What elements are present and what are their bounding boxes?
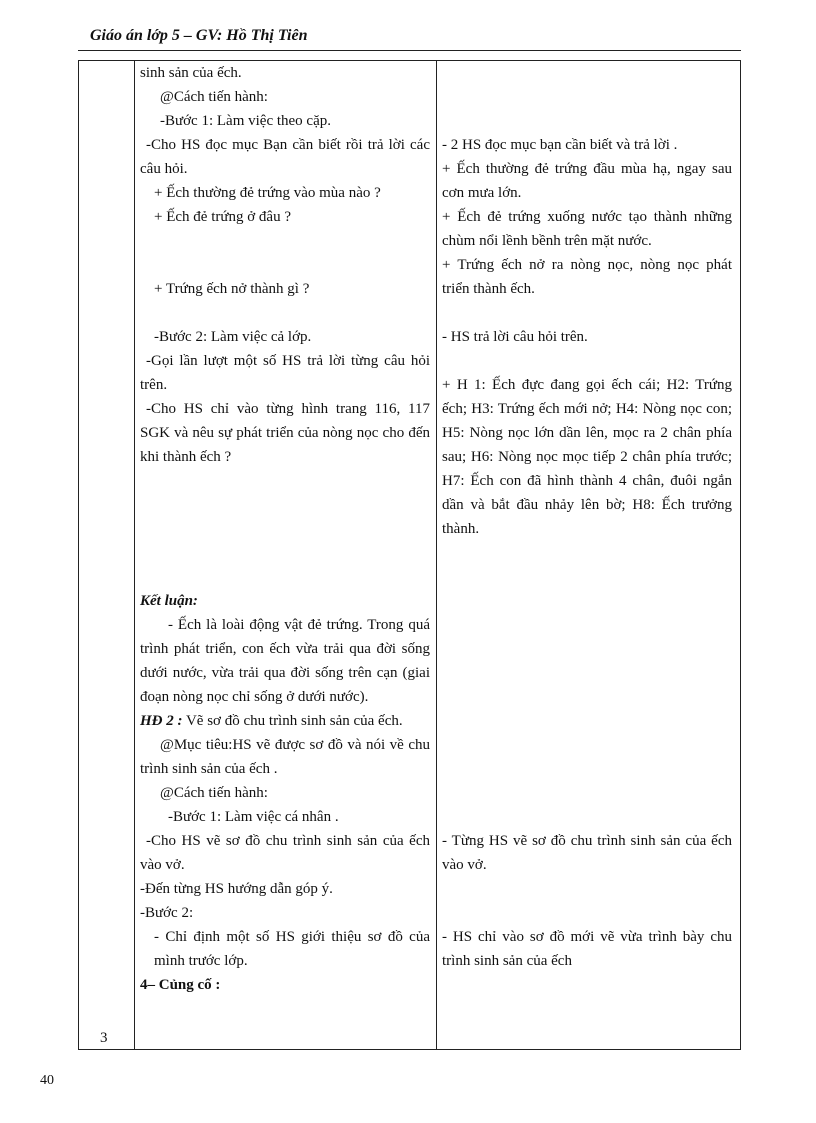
hd2-label: HĐ 2 : xyxy=(140,713,183,729)
teacher-question: + Trứng ếch nở thành gì ? xyxy=(154,281,310,297)
teacher-line: @Cách tiến hành: xyxy=(160,785,268,801)
teacher-activities-column xyxy=(140,61,430,997)
table-column-divider-2 xyxy=(436,60,437,1050)
student-activities-column xyxy=(442,61,732,973)
student-line: - Từng HS vẽ sơ đồ chu trình sinh sản của ếch vào vở. xyxy=(442,833,732,873)
teacher-line: @Cách tiến hành: xyxy=(160,89,268,105)
page-number: 40 xyxy=(40,1073,54,1088)
teacher-line: -Gọi lần lượt một số HS trả lời từng câu hỏi trên. xyxy=(140,353,430,393)
teacher-question: + Ếch đẻ trứng ở đâu ? xyxy=(154,209,291,225)
table-column-divider-1 xyxy=(134,60,135,1050)
teacher-line: @Mục tiêu:HS vẽ được sơ đồ và nói về chu trình sinh sản của ếch . xyxy=(140,737,430,777)
page-header-title: Giáo án lớp 5 – GV: Hồ Thị Tiên xyxy=(90,27,308,44)
student-line: + H 1: Ếch đực đang gọi ếch cái; H2: Trứng ếch; H3: Trứng ếch mới nở; H4: Nòng nọc con; H5: Nòng nọc lớn dần lên, mọc ra 2 chân phía sau; H6: Nòng nọc mọc tiếp 2 chân phía trước; H7: Ếch con đã hình thành 4 chân, đuôi ngắn dần và bắt đầu nhảy lên bờ; H8: Ếch trưởng thành. xyxy=(442,377,732,537)
row-number: 3 xyxy=(100,1030,108,1046)
teacher-line: -Bước 1: Làm việc cá nhân . xyxy=(168,809,339,825)
student-line: - HS chỉ vào sơ đồ mới vẽ vừa trình bày chu trình sinh sản của ếch xyxy=(442,929,732,969)
teacher-line: -Bước 2: Làm việc cả lớp. xyxy=(154,329,312,345)
teacher-question: + Ếch thường đẻ trứng vào mùa nào ? xyxy=(154,185,381,201)
student-line: + Ếch đẻ trứng xuống nước tạo thành những chùm nổi lềnh bềnh trên mặt nước. xyxy=(442,209,732,249)
student-line: - 2 HS đọc mục bạn cần biết và trả lời . xyxy=(442,137,678,153)
teacher-line: - Chỉ định một số HS giới thiệu sơ đồ của mình trước lớp. xyxy=(154,929,430,969)
ket-luan-text: - Ếch là loài động vật đẻ trứng. Trong quá trình phát triển, con ếch vừa trải qua đời sống dưới nước, vừa trải qua đời sống trên cạn (giai đoạn nòng nọc chỉ sống ở dưới nước). xyxy=(140,617,430,705)
teacher-line: -Cho HS chỉ vào từng hình trang 116, 117 SGK và nêu sự phát triển của nòng nọc cho đến khi thành ếch ? xyxy=(140,401,430,465)
teacher-line: sinh sản của ếch. xyxy=(140,65,242,81)
teacher-line: -Cho HS đọc mục Bạn cần biết rồi trả lời các câu hỏi. xyxy=(140,137,430,177)
student-line: + Trứng ếch nở ra nòng nọc, nòng nọc phát triển thành ếch. xyxy=(442,257,732,297)
student-line: - HS trả lời câu hỏi trên. xyxy=(442,329,588,345)
teacher-line: -Cho HS vẽ sơ đồ chu trình sinh sản của ếch vào vở. xyxy=(140,833,430,873)
teacher-line: -Đến từng HS hướng dẫn góp ý. xyxy=(140,881,333,897)
teacher-line: -Bước 2: xyxy=(140,905,194,921)
teacher-line: -Bước 1: Làm việc theo cặp. xyxy=(160,113,331,129)
cung-co-heading: 4– Củng cố : xyxy=(140,977,221,993)
header-rule xyxy=(78,50,741,51)
ket-luan-label: Kết luận: xyxy=(140,593,198,609)
student-line: + Ếch thường đẻ trứng đầu mùa hạ, ngay sau cơn mưa lớn. xyxy=(442,161,732,201)
hd2-text: Vẽ sơ đồ chu trình sinh sản của ếch. xyxy=(182,713,403,729)
